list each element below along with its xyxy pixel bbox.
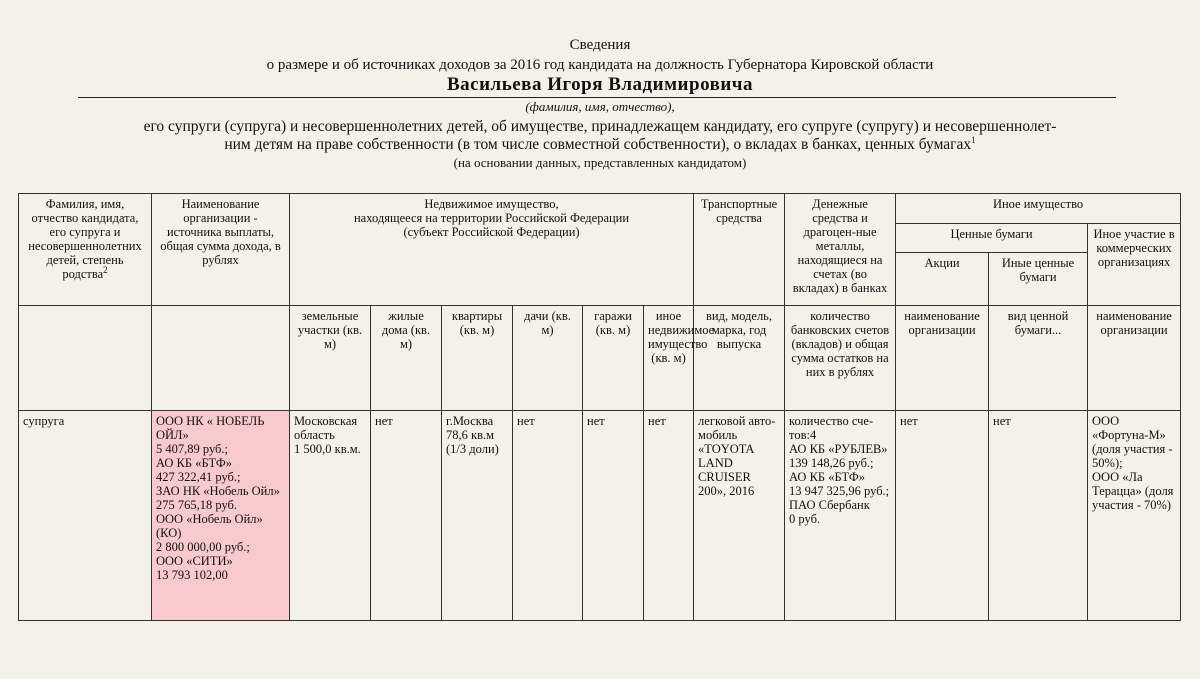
name-hint: (фамилия, имя, отчество),: [525, 99, 675, 114]
header-person-text: Фамилия, имя, отчество кандидата, его супруга и несовершеннолетних детей, степень родства: [28, 197, 142, 281]
row-shares: нет: [896, 411, 989, 621]
subheader-apartments: квартиры (кв. м): [442, 306, 513, 411]
header-person: [19, 194, 152, 306]
header-transport: Транспортные средства: [694, 194, 785, 306]
declaration-table: [18, 193, 1181, 621]
header-other-participation: Иное участие в коммерческих организациях: [1088, 224, 1181, 306]
row-person: супруга: [19, 411, 152, 621]
table-row: [19, 411, 1181, 621]
subheader-dachas: дачи (кв. м): [513, 306, 583, 411]
header-money: Денежные средства и драгоцен-ные металлы, находящиеся на счетах (во вкладах) в банках: [785, 194, 896, 306]
subheader-garages: гаражи (кв. м): [583, 306, 644, 411]
row-money: количество сче-тов:4 АО КБ «РУБЛЕВ» 139 148,26 руб.; АО КБ «БТФ» 13 947 325,96 руб.; ПАО Сбербанк 0 руб.: [785, 411, 896, 621]
doc-subtitle: о размере и об источниках доходов за 2016 год кандидата на должность Губернатора Кировской области: [266, 57, 934, 73]
subheader-shares: наименование организации: [896, 306, 989, 411]
row-garages: нет: [583, 411, 644, 621]
subheader-other-securities: вид ценной бумаги...: [989, 306, 1088, 411]
subheader-participation: наименование организации: [1088, 306, 1181, 411]
subheader-person-empty: [19, 306, 152, 411]
subheader-houses: жилые дома (кв. м): [371, 306, 442, 411]
row-income: ООО НК « НОБЕЛЬ ОЙЛ» 5 407,89 руб.; АО КБ «БТФ» 427 322,41 руб.; ЗАО НК «Нобель Ойл» 275 765,18 руб. ООО «Нобель Ойл» (КО) 2 800 000,00 руб.; ООО «СИТИ» 13 793 102,00: [152, 411, 290, 621]
doc-line-4: [0, 136, 1200, 154]
subheader-land: земельные участки (кв. м): [290, 306, 371, 411]
footnote-mark: 1: [971, 134, 976, 145]
row-dachas: нет: [513, 411, 583, 621]
row-transport: легковой авто-мобиль «TOYOTA LAND CRUISER 200», 2016: [694, 411, 785, 621]
doc-line-4-text: ним детям на праве собственности (в том числе совместной собственности), о вкладах в банках, ценных бумагах: [224, 136, 972, 153]
header-income: Наименование организации - источника выплаты, общая сумма дохода, в рублях: [152, 194, 290, 306]
header-other-property: Иное имущество: [896, 194, 1181, 224]
header-shares: Акции: [896, 253, 989, 306]
name-underline: [78, 97, 1116, 98]
row-land: Московская область 1 500,0 кв.м.: [290, 411, 371, 621]
header-securities: Ценные бумаги: [896, 224, 1088, 253]
header-real-estate: Недвижимое имущество, находящееся на территории Российской Федерации (субъект Российской Федерации): [290, 194, 694, 306]
row-other-securities: нет: [989, 411, 1088, 621]
candidate-name: Васильева Игоря Владимировича: [446, 74, 754, 95]
doc-line-5: (на основании данных, представленных кандидатом): [453, 155, 747, 170]
subheader-transport: вид, модель, марка, год выпуска: [694, 306, 785, 411]
doc-line-3: его супруги (супруга) и несовершеннолетних детей, об имуществе, принадлежащем кандидату, его супруге (супругу) и несовершеннолет-: [143, 118, 1057, 135]
subheader-income-empty: [152, 306, 290, 411]
header-other-securities: Иные ценные бумаги: [989, 253, 1088, 306]
row-participation: ООО «Фортуна-М» (доля участия - 50%); ООО «Ла Терацца» (доля участия - 70%): [1088, 411, 1181, 621]
person-footnote-mark: 2: [103, 264, 108, 275]
row-apartments: г.Москва 78,6 кв.м (1/3 доли): [442, 411, 513, 621]
subheader-money: количество банковских счетов (вкладов) и общая сумма остатков на них в рублях: [785, 306, 896, 411]
subheader-other-real-estate: иное недвижимое имущество (кв. м): [644, 306, 694, 411]
doc-title: Сведения: [569, 37, 631, 53]
row-other-real-estate: нет: [644, 411, 694, 621]
row-houses: нет: [371, 411, 442, 621]
